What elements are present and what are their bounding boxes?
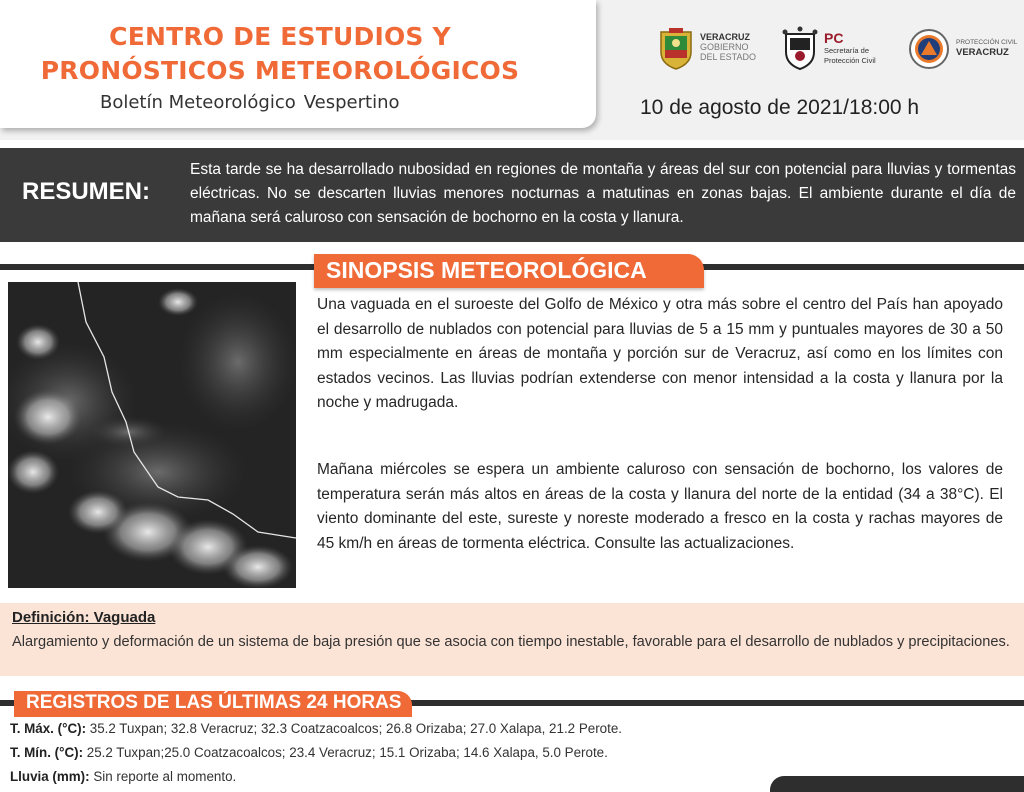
synopsis-header-tab bbox=[314, 254, 704, 288]
synopsis-title: SINOPSIS METEOROLÓGICA bbox=[326, 257, 647, 283]
definition-title: Definición: Vaguada bbox=[12, 609, 156, 626]
bulletin-subtitle bbox=[100, 92, 400, 113]
logos-bar bbox=[658, 26, 1018, 72]
pc-logo-line1: Secretaría de bbox=[824, 46, 870, 55]
satellite-cloud-imagery bbox=[8, 282, 296, 588]
definition-text: Alargamiento y deformación de un sistema de baja presión que se asocia con tiempo inestable, favorable para el desarrollo de nublados y precipitaciones. bbox=[12, 634, 1010, 650]
title-line-2: PRONÓSTICOS METEOROLÓGICOS bbox=[40, 56, 520, 85]
title-card bbox=[0, 0, 596, 128]
min-temperature-label: T. Mín. (°C): bbox=[10, 745, 84, 760]
veracruz-shield-icon bbox=[658, 28, 694, 70]
title-line-1: CENTRO DE ESTUDIOS Y bbox=[109, 22, 451, 51]
summary-banner bbox=[0, 148, 1024, 242]
proteccion-civil-logo bbox=[780, 26, 902, 72]
min-temperature-values: 25.2 Tuxpan;25.0 Coatzacoalcos; 23.4 Veracruz; 15.1 Orizaba; 14.6 Xalapa, 5.0 Perote. bbox=[83, 745, 608, 760]
bulletin-period: Vespertino bbox=[303, 92, 400, 113]
rainfall-label: Lluvia (mm): bbox=[10, 769, 90, 784]
rainfall-record bbox=[10, 769, 236, 784]
max-temperature-values: 35.2 Tuxpan; 32.8 Veracruz; 32.3 Coatzacoalcos; 26.8 Orizaba; 27.0 Xalapa, 21.2 Perote. bbox=[86, 721, 623, 736]
veracruz-government-logo bbox=[658, 26, 768, 72]
synopsis-paragraph-1: Una vaguada en el suroeste del Golfo de México y otra más sobre el centro del País han apoyado el desarrollo de nublados con potencial para lluvias de 5 a 15 mm y puntuales mayores de 30 a 50 mm especialmente en áreas de montaña y porción sur de Veracruz, así como en los límites con estados vecinos. Las lluvias podrían extenderse con menor intensidad a la costa y llanura por la noche y madrugada. bbox=[317, 296, 1003, 412]
rainfall-values: Sin reporte al momento. bbox=[89, 769, 237, 784]
bulletin-date: 10 de agosto de 2021/18:00 h bbox=[640, 96, 920, 119]
footer-corner-decoration bbox=[770, 776, 1024, 792]
pcv-emblem-icon bbox=[908, 28, 950, 70]
records-title: REGISTROS DE LAS ÚLTIMAS 24 HORAS bbox=[26, 692, 402, 713]
proteccion-civil-veracruz-logo bbox=[908, 26, 1020, 72]
veracruz-logo-line1: VERACRUZ bbox=[700, 32, 751, 42]
max-temperature-label: T. Máx. (°C): bbox=[10, 721, 87, 736]
pc-emblem-icon bbox=[780, 26, 820, 70]
veracruz-logo-line2: GOBIERNO bbox=[700, 42, 749, 52]
summary-text: Esta tarde se ha desarrollado nubosidad en regiones de montaña y áreas del sur con potencial para lluvias y tormentas eléctricas. No se descarten lluvias menores nocturnas a matutinas en zonas bajas. El ambiente durante el día de mañana será caluroso con sensación de bochorno en la costa y llanura. bbox=[190, 161, 1016, 226]
max-temperature-record bbox=[10, 721, 622, 736]
definition-box bbox=[0, 603, 1024, 676]
records-header-tab bbox=[14, 691, 412, 717]
pcv-logo-line2: VERACRUZ bbox=[956, 47, 1009, 58]
min-temperature-record bbox=[10, 745, 608, 760]
bulletin-type: Boletín Meteorológico bbox=[100, 92, 296, 113]
satellite-image bbox=[8, 282, 296, 588]
pcv-logo-line1: PROTECCIÓN CIVIL bbox=[956, 39, 1018, 46]
veracruz-logo-line3: DEL ESTADO bbox=[700, 52, 757, 62]
pc-logo-line2: Protección Civil bbox=[824, 56, 876, 65]
synopsis-paragraph-2: Mañana miércoles se espera un ambiente caluroso con sensación de bochorno, los valores de temperatura serán más altos en áreas de la costa y llanura del norte de la entidad (34 a 38°C). El viento dominante del este, sureste y noreste moderado a fresco en la costa y rachas mayores de 45 km/h en áreas de tormenta eléctrica. Consulte las actualizaciones. bbox=[317, 461, 1003, 552]
pc-acronym: PC bbox=[824, 30, 844, 46]
summary-label: RESUMEN: bbox=[22, 178, 151, 205]
